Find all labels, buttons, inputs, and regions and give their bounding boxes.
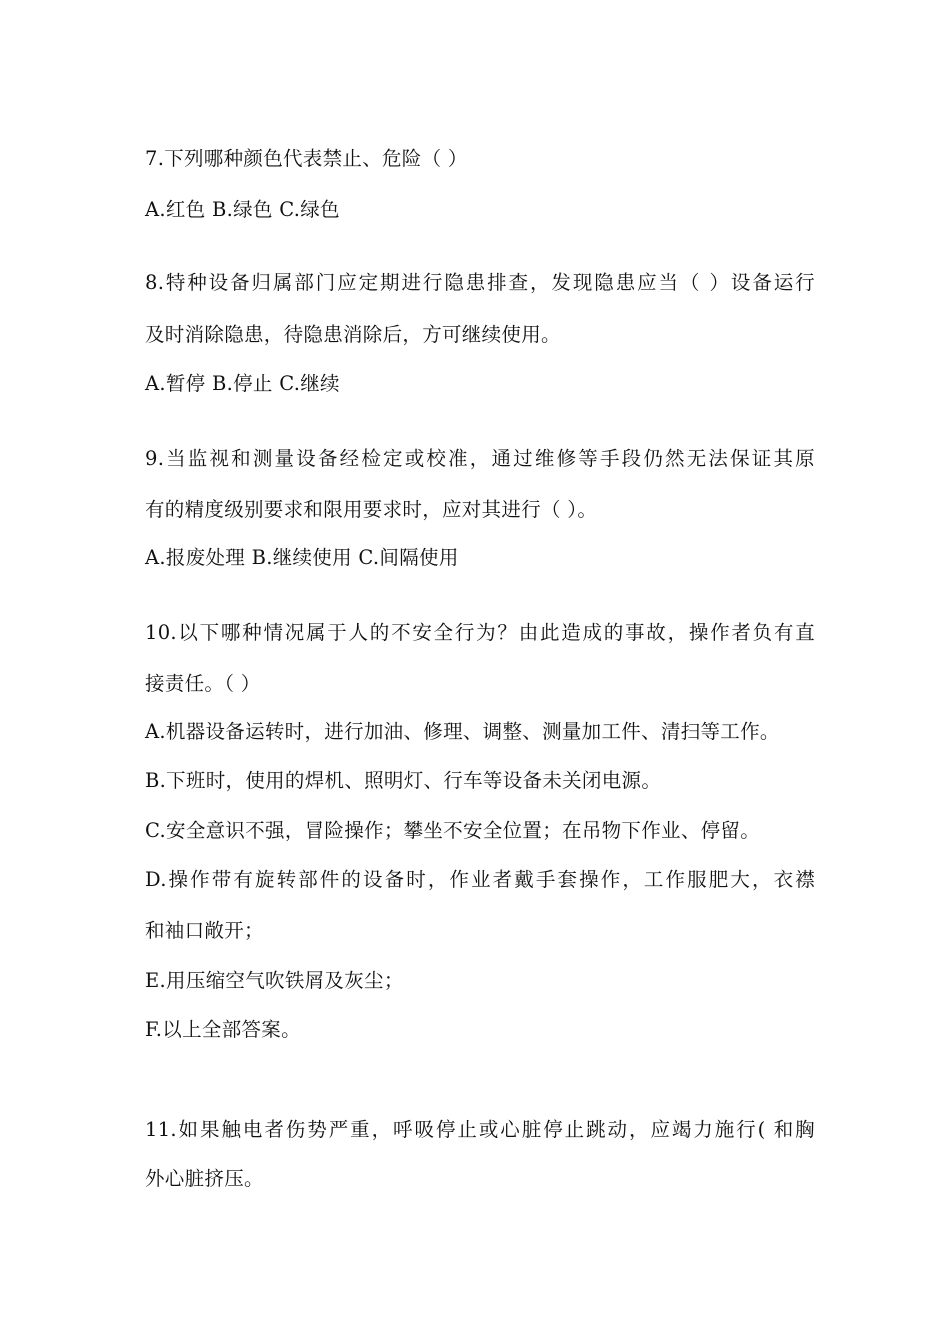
question-9-stem-line-1: 9.当监视和测量设备经检定或校准，通过维修等手段仍然无法保证其原: [145, 447, 815, 470]
question-10-option-f: F.以上全部答案。: [145, 1018, 301, 1041]
question-10-option-c: C.安全意识不强，冒险操作；攀坐不安全位置；在吊物下作业、停留。: [145, 819, 761, 842]
question-10-option-b: B.下班时，使用的焊机、照明灯、行车等设备未关闭电源。: [145, 769, 662, 792]
question-9-options: A.报废处理 B.继续使用 C.间隔使用: [145, 546, 459, 569]
question-10-option-d-line-2: 和袖口敞开；: [145, 919, 264, 942]
question-7-options: A.红色 B.绿色 C.绿色: [145, 198, 340, 221]
question-11-stem-line-1: 11.如果触电者伤势严重，呼吸停止或心脏停止跳动，应竭力施行( 和胸: [145, 1118, 815, 1141]
question-9-stem-line-2: 有的精度级别要求和限用要求时，应对其进行（ ）。: [145, 498, 598, 521]
question-8-options: A.暂停 B.停止 C.继续: [145, 372, 340, 395]
question-7-stem: 7.下列哪种颜色代表禁止、危险（ ）: [145, 147, 468, 170]
question-10-stem-line-2: 接责任。（ ）: [145, 672, 261, 695]
question-11-stem-line-2: 外心脏挤压。: [145, 1167, 264, 1190]
question-10-stem-line-1: 10.以下哪种情况属于人的不安全行为？由此造成的事故，操作者负有直: [145, 621, 815, 644]
question-10-option-a: A.机器设备运转时，进行加油、修理、调整、测量加工件、清扫等工作。: [145, 720, 780, 743]
question-10-option-d-line-1: D.操作带有旋转部件的设备时，作业者戴手套操作，工作服肥大，衣襟: [145, 868, 815, 891]
question-8-stem-line-1: 8.特种设备归属部门应定期进行隐患排查，发现隐患应当（ ）设备运行: [145, 271, 815, 294]
question-8-stem-line-2: 及时消除隐患，待隐患消除后，方可继续使用。: [145, 323, 561, 346]
question-10-option-e: E.用压缩空气吹铁屑及灰尘；: [145, 969, 404, 992]
